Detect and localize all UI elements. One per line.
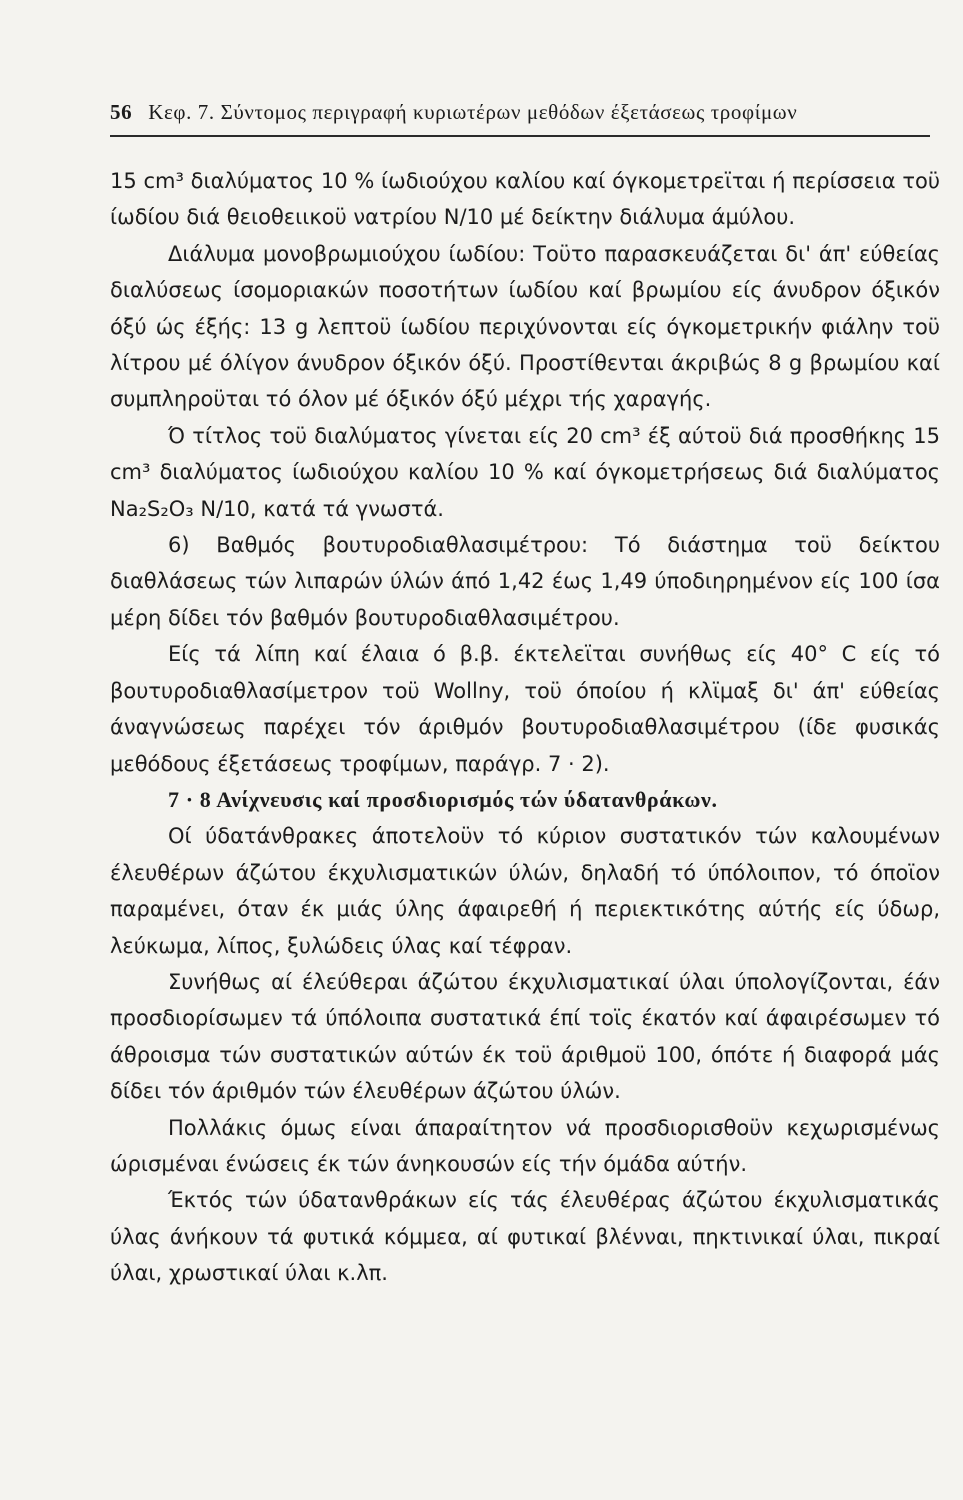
section-paragraph-1: Οί ύδατάνθρακες άποτελοϋν τό κύριον συστατικόν τών καλουμένων έλευθέρων άζώτου έκχυλισματικών ύλών, δηλαδή τό ύπόλοιπον, τό όποϊον παραμένει, όταν έκ μιάς ύλης άφαιρεθή ή περιεκτικότης αύτής είς ύδωρ, λεύκωμα, λίπος, ξυλώδεις ύλας καί τέφραν.: [110, 824, 940, 958]
section-heading: 7 · 8 Ανίχνευσις καί προσδιορισμός τών ύδατανθράκων.: [168, 786, 718, 812]
running-title: Κεφ. 7. Σύντομος περιγραφή κυριωτέρων μεθόδων έξετάσεως τροφίμων: [148, 100, 798, 124]
paragraph-2: Διάλυμα μονοβρωμιούχου ίωδίου: Τοϋτο παρασκευάζεται δι' άπ' εύθείας διαλύσεως ίσομοριακών ποσοτήτων ίωδίου καί βρωμίου είς άνυδρον όξικόν όξύ ώς έξής: 13 g λεπτοϋ ίωδίου περιχύνονται είς όγκομετρικήν φιάλην τοϋ λίτρου μέ όλίγον άνυδρον όξικόν όξύ. Προστίθενται άκριβώς 8 g βρωμίου καί συμπληροϋται τό όλον μέ όξικόν όξύ μέχρι τής χαραγής.: [110, 241, 940, 412]
paragraph-1: 15 cm³ διαλύματος 10 % ίωδιούχου καλίου καί όγκομετρεϊται ή περίσσεια τοϋ ίωδίου διά θειοθειικοϋ νατρίου N/10 μέ δείκτην διάλυμα άμύλου.: [110, 169, 940, 230]
section-paragraph-3: Πολλάκις όμως είναι άπαραίτητον νά προσδιορισθοϋν κεχωρισμένως ώρισμέναι ένώσεις έκ τών άνηκουσών είς τήν όμάδα αύτήν.: [110, 1115, 940, 1176]
section-paragraph-2: Συνήθως αί έλεύθεραι άζώτου έκχυλισματικαί ύλαι ύπολογίζονται, έάν προσδιορίσωμεν τά ύπόλοιπα συστατικά έπί τοϊς έκατόν καί άφαιρέσωμεν τό άθροισμα τών συστατικών αύτών έκ τοϋ άριθμοϋ 100, όπότε ή διαφορά μάς δίδει τόν άριθμόν τών έλευθέρων άζώτου ύλών.: [110, 969, 940, 1104]
paragraph-3: Ό τίτλος τοϋ διαλύματος γίνεται είς 20 cm³ έξ αύτοϋ διά προσθήκης 15 cm³ διαλύματος ίωδιούχου καλίου 10 % καί όγκομετρήσεως διά διαλύματος Na₂S₂O₃ N/10, κατά τά γνωστά.: [110, 423, 940, 521]
paragraph-5: Είς τά λίπη καί έλαια ό β.β. έκτελεϊται συνήθως είς 40° C είς τό βουτυροδιαθλασίμετρον τοϋ Wollny, τοϋ όποίου ή κλϊμαξ δι' άπ' εύθείας άναγνώσεως παρέχει τόν άριθμόν βουτυροδιαθλασιμέτρου (ίδε φυσικάς μεθόδους έξετάσεως τροφίμων, παράγρ. 7 · 2).: [110, 642, 940, 776]
page-number: 56: [110, 100, 133, 124]
section-paragraph-4: Έκτός τών ύδατανθράκων είς τάς έλευθέρας άζώτου έκχυλισματικάς ύλας άνήκουν τά φυτικά κόμμεα, αί φυτικαί βλένναι, πηκτινικαί ύλαι, πικραί ύλαι, χρωστικαί ύλαι κ.λπ.: [110, 1188, 940, 1286]
page-body: [110, 163, 940, 1292]
running-header: [110, 100, 930, 137]
paragraph-4: 6) Βαθμός βουτυροδιαθλασιμέτρου: Τό διάστημα τοϋ δείκτου διαθλάσεως τών λιπαρών ύλών άπό 1,42 έως 1,49 ύποδιηρημένον είς 100 ίσα μέρη δίδει τόν βαθμόν βουτυροδιαθλασιμέτρου.: [110, 533, 940, 630]
